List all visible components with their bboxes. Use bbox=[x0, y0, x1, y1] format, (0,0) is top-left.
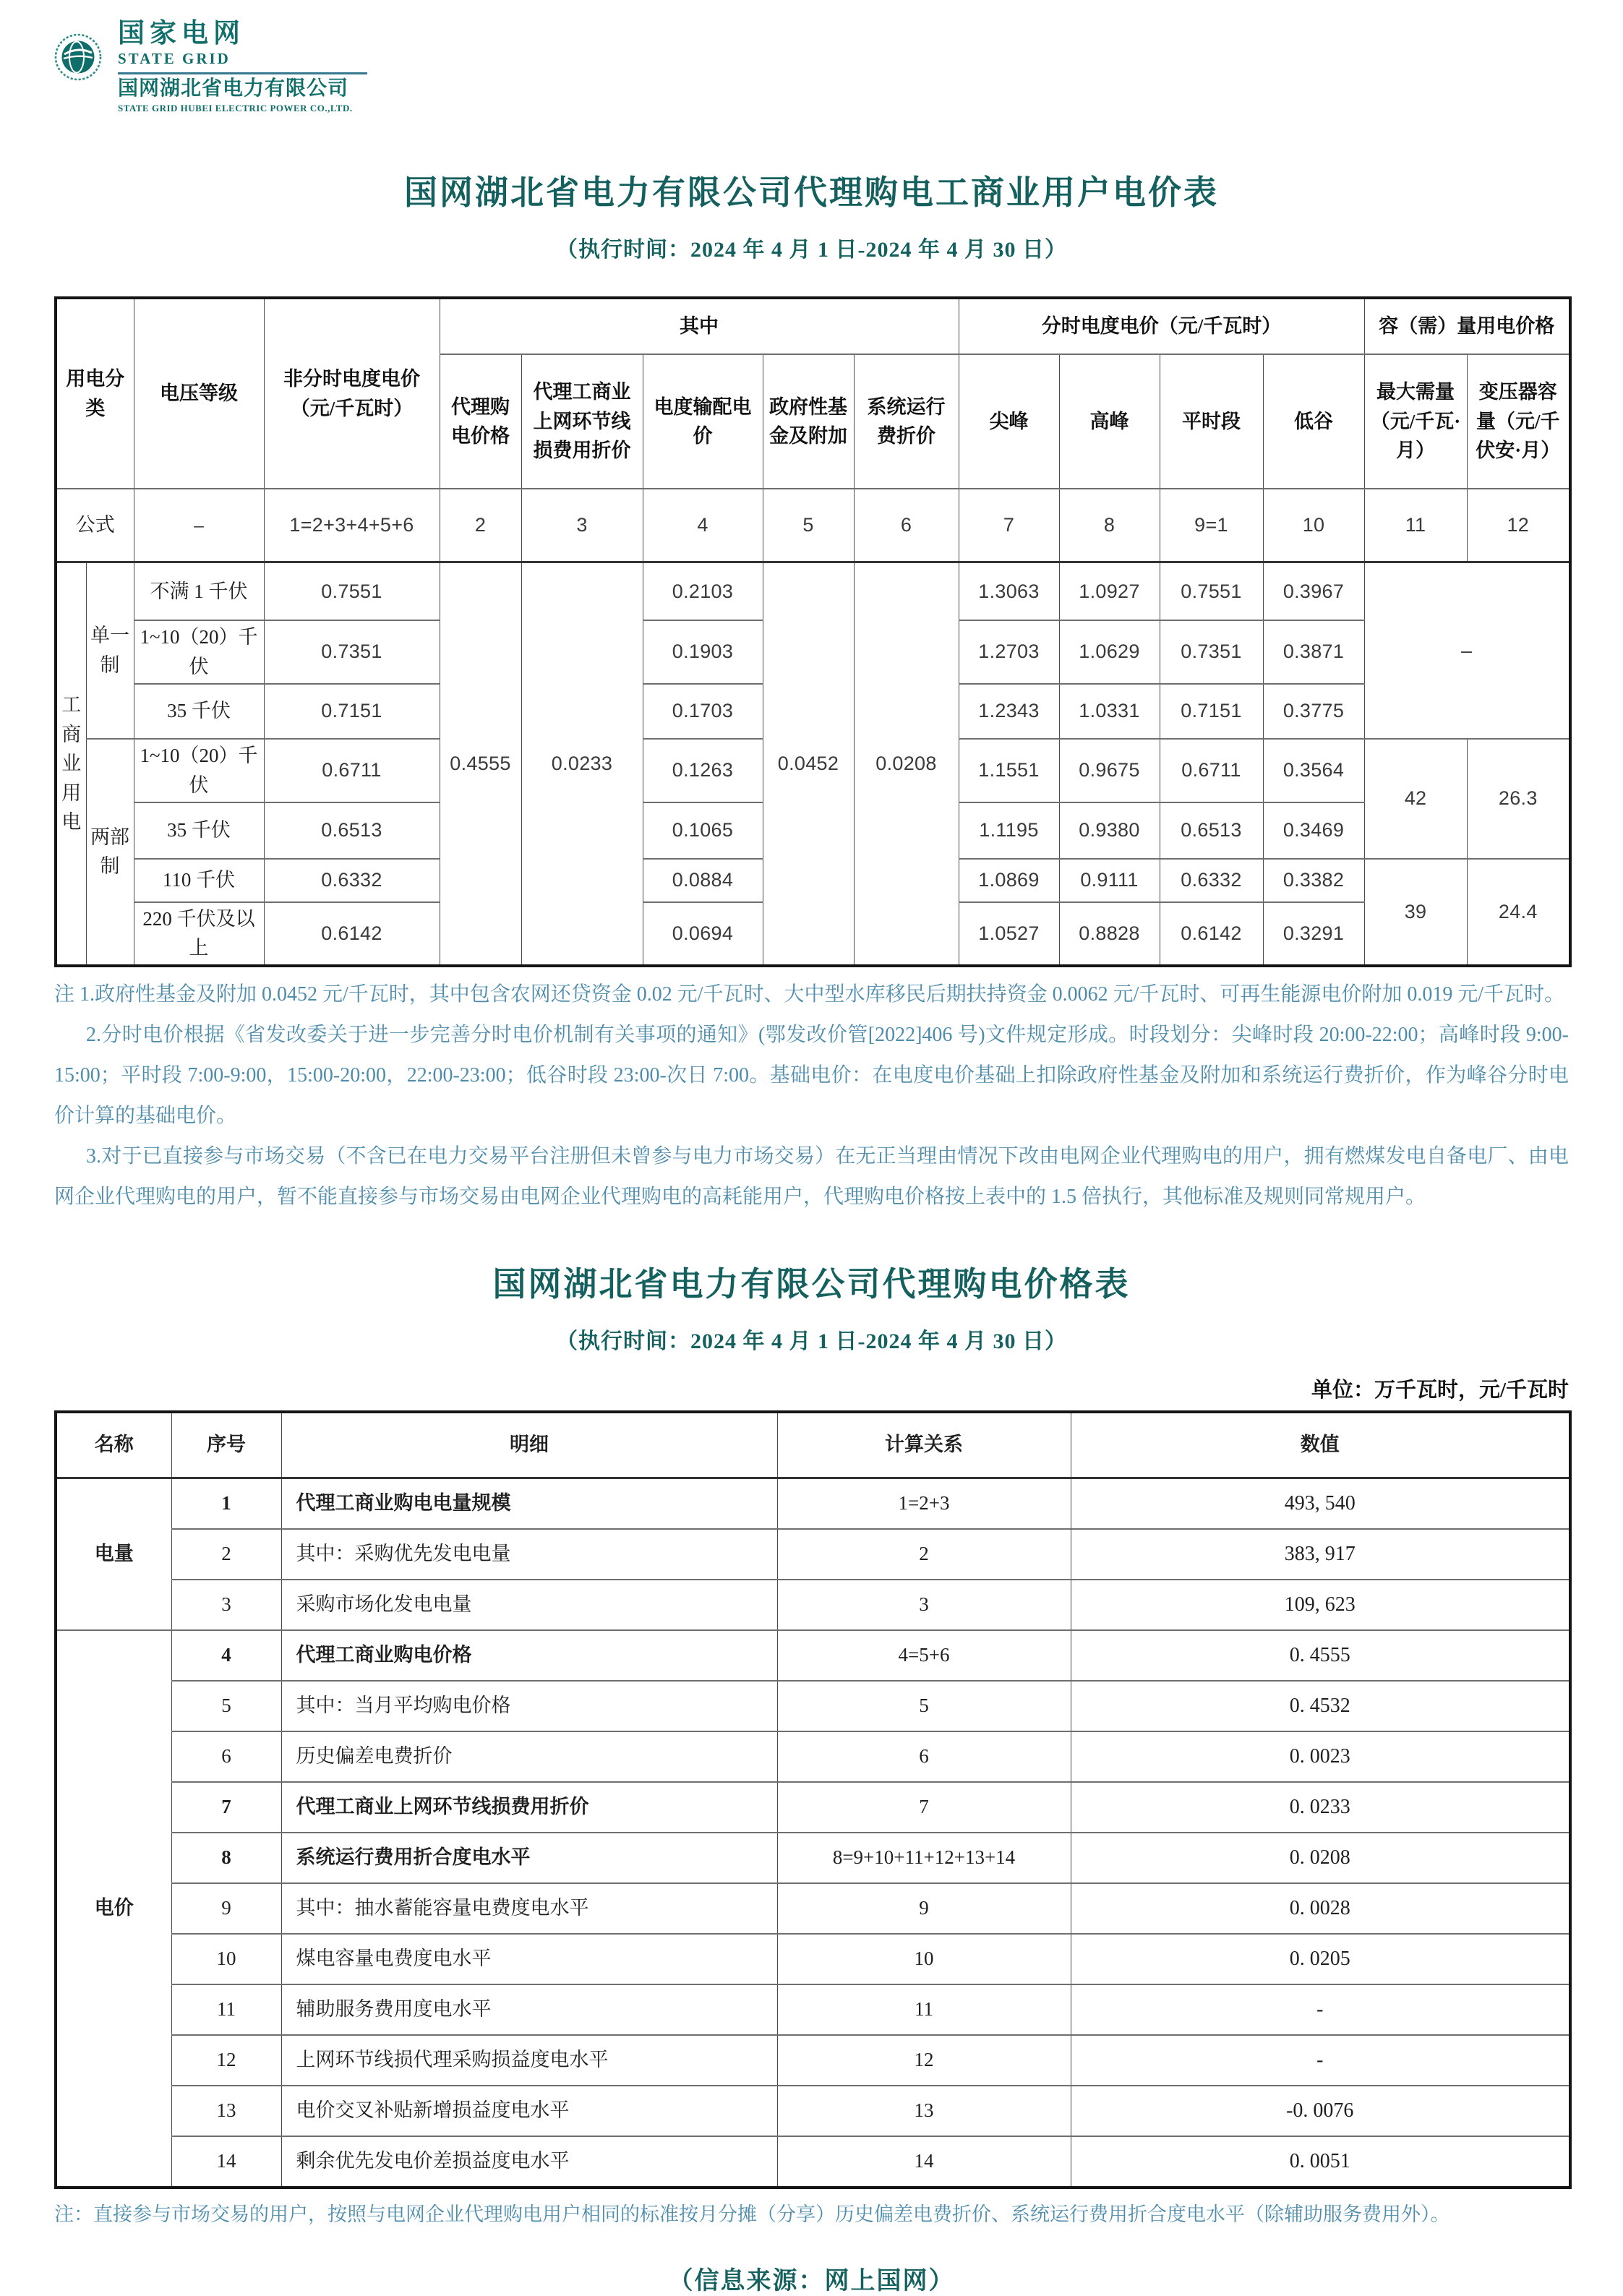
cell-valley: 0.3469 bbox=[1263, 802, 1364, 859]
formula-cell: 3 bbox=[521, 489, 643, 562]
state-grid-logo bbox=[54, 0, 1569, 129]
table-row bbox=[56, 1731, 1570, 1782]
formula-cell: 11 bbox=[1364, 489, 1467, 562]
formula-row bbox=[56, 489, 1570, 562]
cell-calc: 4=5+6 bbox=[777, 1630, 1071, 1681]
cell-peak: 0.9675 bbox=[1059, 739, 1160, 802]
cell-detail: 其中：当月平均购电价格 bbox=[281, 1681, 777, 1731]
cell-valley: 0.3291 bbox=[1263, 902, 1364, 966]
formula-cell: 8 bbox=[1059, 489, 1160, 562]
cell-calc: 14 bbox=[777, 2136, 1071, 2188]
cell-flat-price: 0.6142 bbox=[264, 902, 440, 966]
header-among: 其中 bbox=[440, 298, 959, 354]
cell-valley: 0.3564 bbox=[1263, 739, 1364, 802]
cell-sharp: 1.1195 bbox=[959, 802, 1059, 859]
cell-peak: 1.0927 bbox=[1059, 562, 1160, 620]
formula-cell: 1=2+3+4+5+6 bbox=[264, 489, 440, 562]
header-name: 名称 bbox=[56, 1412, 171, 1478]
cell-peak: 0.9111 bbox=[1059, 859, 1160, 902]
cell-valley: 0.3871 bbox=[1263, 620, 1364, 684]
group-volume: 电量 bbox=[56, 1478, 171, 1630]
cell-no: 2 bbox=[171, 1529, 281, 1580]
cell-value: 0. 4555 bbox=[1071, 1630, 1570, 1681]
cell-value: - bbox=[1071, 1984, 1570, 2035]
cell-peak: 1.0331 bbox=[1059, 684, 1160, 739]
cell-calc: 5 bbox=[777, 1681, 1071, 1731]
cell-sharp: 1.3063 bbox=[959, 562, 1059, 620]
formula-cell: 10 bbox=[1263, 489, 1364, 562]
group-price: 电价 bbox=[56, 1630, 171, 2188]
agency-purchase-price-table bbox=[54, 1410, 1572, 2189]
formula-cell: 5 bbox=[763, 489, 854, 562]
table-row bbox=[56, 1984, 1570, 2035]
logo-name-en: STATE GRID bbox=[118, 49, 231, 67]
formula-cell: 9=1 bbox=[1160, 489, 1263, 562]
cell-normal: 0.6513 bbox=[1160, 802, 1263, 859]
cell-detail: 其中：采购优先发电电量 bbox=[281, 1529, 777, 1580]
cell-calc: 1=2+3 bbox=[777, 1478, 1071, 1529]
unit-note: 单位：万千瓦时，元/千瓦时 bbox=[1311, 1378, 1569, 1402]
cell-value: 383, 917 bbox=[1071, 1529, 1570, 1580]
cell-valley: 0.3967 bbox=[1263, 562, 1364, 620]
cell-no: 11 bbox=[171, 1984, 281, 2035]
cell-no: 6 bbox=[171, 1731, 281, 1782]
cell-distribution: 0.0884 bbox=[643, 859, 763, 902]
header-voltage: 电压等级 bbox=[134, 298, 264, 489]
cell-value: 493, 540 bbox=[1071, 1478, 1570, 1529]
cell-value: 0. 0233 bbox=[1071, 1782, 1570, 1833]
cell-category: 工商业用电 bbox=[56, 562, 86, 966]
formula-label: 公式 bbox=[56, 489, 134, 562]
cell-value: 0. 0028 bbox=[1071, 1883, 1570, 1934]
logo-text-block bbox=[118, 20, 367, 114]
logo-company-cn: 国网湖北省电力有限公司 bbox=[118, 77, 349, 100]
cell-detail: 煤电容量电费度电水平 bbox=[281, 1934, 777, 1984]
cell-no: 9 bbox=[171, 1883, 281, 1934]
cell-valley: 0.3382 bbox=[1263, 859, 1364, 902]
cell-no: 10 bbox=[171, 1934, 281, 1984]
header-index: 序号 bbox=[171, 1412, 281, 1478]
cell-calc: 12 bbox=[777, 2035, 1071, 2086]
header-category: 用电分类 bbox=[56, 298, 134, 489]
cell-sharp: 1.0869 bbox=[959, 859, 1059, 902]
table-row bbox=[56, 1782, 1570, 1833]
info-source: （信息来源：网上国网） bbox=[668, 2267, 955, 2295]
cell-voltage: 220 千伏及以上 bbox=[134, 902, 264, 966]
cell-detail: 辅助服务费用度电水平 bbox=[281, 1984, 777, 2035]
cell-detail: 上网环节线损代理采购损益度电水平 bbox=[281, 2035, 777, 2086]
cell-valley: 0.3775 bbox=[1263, 684, 1364, 739]
table-row bbox=[56, 2035, 1570, 2086]
cell-calc: 2 bbox=[777, 1529, 1071, 1580]
header-detail: 明细 bbox=[281, 1412, 777, 1478]
note-1: 注 1.政府性基金及附加 0.0452 元/千瓦时，其中包含农网还贷资金 0.02 元/千瓦时、大中型水库移民后期扶持资金 0.0062 元/千瓦时、可再生能源电价附加 0.019 元/千瓦时。 bbox=[54, 982, 1565, 1006]
table-row bbox=[56, 1529, 1570, 1580]
table-row bbox=[56, 2086, 1570, 2136]
cell-value: 0. 4532 bbox=[1071, 1681, 1570, 1731]
cell-value: - bbox=[1071, 2035, 1570, 2086]
formula-cell: 12 bbox=[1467, 489, 1570, 562]
cell-detail: 系统运行费用折合度电水平 bbox=[281, 1833, 777, 1883]
header-tou-price: 分时电度电价（元/千瓦时） bbox=[959, 298, 1364, 354]
cell-normal: 0.6142 bbox=[1160, 902, 1263, 966]
cell-voltage: 35 千伏 bbox=[134, 802, 264, 859]
header-max-demand: 最大需量（元/千瓦·月） bbox=[1364, 354, 1467, 489]
cell-no: 3 bbox=[171, 1580, 281, 1630]
header-distribution-price: 电度输配电价 bbox=[643, 354, 763, 489]
cell-sharp: 1.0527 bbox=[959, 902, 1059, 966]
table-row bbox=[56, 1883, 1570, 1934]
cell-sharp: 1.2343 bbox=[959, 684, 1059, 739]
logo-divider bbox=[118, 72, 367, 74]
header-normal-period: 平时段 bbox=[1160, 354, 1263, 489]
cell-peak: 0.8828 bbox=[1059, 902, 1160, 966]
cell-system-fee: 0.0208 bbox=[854, 562, 959, 966]
header-capacity-price: 容（需）量用电价格 bbox=[1364, 298, 1570, 354]
cell-calc: 6 bbox=[777, 1731, 1071, 1782]
table-row bbox=[56, 1630, 1570, 1681]
cell-calc: 3 bbox=[777, 1580, 1071, 1630]
cell-no: 8 bbox=[171, 1833, 281, 1883]
formula-cell: – bbox=[134, 489, 264, 562]
cell-detail: 代理工商业购电电量规模 bbox=[281, 1478, 777, 1529]
table2-title: 国网湖北省电力有限公司代理购电价格表 bbox=[492, 1265, 1131, 1303]
table-row bbox=[56, 1833, 1570, 1883]
cell-detail: 其中：抽水蓄能容量电费度电水平 bbox=[281, 1883, 777, 1934]
cell-distribution: 0.2103 bbox=[643, 562, 763, 620]
formula-cell: 7 bbox=[959, 489, 1059, 562]
cell-detail: 历史偏差电费折价 bbox=[281, 1731, 777, 1782]
table2-period: （执行时间：2024 年 4 月 1 日-2024 年 4 月 30 日） bbox=[556, 1329, 1067, 1353]
cell-voltage: 不满 1 千伏 bbox=[134, 562, 264, 620]
cell-calc: 9 bbox=[777, 1883, 1071, 1934]
header-valley: 低谷 bbox=[1263, 354, 1364, 489]
table-row bbox=[56, 1580, 1570, 1630]
state-grid-emblem-icon bbox=[54, 33, 102, 85]
cell-two-part-system: 两部制 bbox=[86, 739, 134, 966]
cell-distribution: 0.0694 bbox=[643, 902, 763, 966]
cell-transformer-capacity: 24.4 bbox=[1467, 859, 1570, 966]
table-row bbox=[56, 562, 1570, 620]
header-agency-price: 代理购电价格 bbox=[440, 354, 521, 489]
formula-cell: 4 bbox=[643, 489, 763, 562]
cell-no: 12 bbox=[171, 2035, 281, 2086]
cell-normal: 0.7151 bbox=[1160, 684, 1263, 739]
table1-notes bbox=[54, 974, 1569, 1217]
cell-detail: 剩余优先发电价差损益度电水平 bbox=[281, 2136, 777, 2188]
header-flat-price: 非分时电度电价（元/千瓦时） bbox=[264, 298, 440, 489]
cell-no: 7 bbox=[171, 1782, 281, 1833]
cell-sharp: 1.1551 bbox=[959, 739, 1059, 802]
cell-value: -0. 0076 bbox=[1071, 2086, 1570, 2136]
cell-no: 4 bbox=[171, 1630, 281, 1681]
cell-sharp: 1.2703 bbox=[959, 620, 1059, 684]
cell-flat-price: 0.6711 bbox=[264, 739, 440, 802]
header-line-loss: 代理工商业上网环节线损费用折价 bbox=[521, 354, 643, 489]
note-2: 2.分时电价根据《省发改委关于进一步完善分时电价机制有关事项的通知》(鄂发改价管[2022]406 号)文件规定形成。时段划分：尖峰时段 20:00-22:00；高峰时段 9:00-15:00；平时段 7:00-9:00，15:00-20:00，22:00-23:00；低谷时段 23:00-次日 7:00。基础电价：在电度电价基础上扣除政府性基金及附加和系统运行费折价，作为峰谷分时电价计算的基础电价。 bbox=[54, 1023, 1569, 1127]
cell-flat-price: 0.7551 bbox=[264, 562, 440, 620]
logo-company-en: STATE GRID HUBEI ELECTRIC POWER CO.,LTD. bbox=[118, 102, 353, 113]
cell-no: 13 bbox=[171, 2086, 281, 2136]
header-peak: 高峰 bbox=[1059, 354, 1160, 489]
header-sharp-peak: 尖峰 bbox=[959, 354, 1059, 489]
cell-value: 109, 623 bbox=[1071, 1580, 1570, 1630]
cell-no: 14 bbox=[171, 2136, 281, 2188]
cell-transformer-capacity: 26.3 bbox=[1467, 739, 1570, 859]
cell-max-demand: 39 bbox=[1364, 859, 1467, 966]
table-row bbox=[56, 1478, 1570, 1529]
cell-value: 0. 0023 bbox=[1071, 1731, 1570, 1782]
header-transformer-capacity: 变压器容量（元/千伏安·月） bbox=[1467, 354, 1570, 489]
table1-period: （执行时间：2024 年 4 月 1 日-2024 年 4 月 30 日） bbox=[556, 238, 1067, 262]
cell-normal: 0.6332 bbox=[1160, 859, 1263, 902]
cell-value: 0. 0205 bbox=[1071, 1934, 1570, 1984]
formula-cell: 2 bbox=[440, 489, 521, 562]
header-calc-relation: 计算关系 bbox=[777, 1412, 1071, 1478]
table-row bbox=[56, 1681, 1570, 1731]
cell-single-system: 单一制 bbox=[86, 562, 134, 739]
header-value: 数值 bbox=[1071, 1412, 1570, 1478]
logo-name-cn: 国家电网 bbox=[118, 19, 245, 48]
cell-voltage: 110 千伏 bbox=[134, 859, 264, 902]
table1-title: 国网湖北省电力有限公司代理购电工商业用户电价表 bbox=[404, 174, 1219, 211]
cell-calc: 8=9+10+11+12+13+14 bbox=[777, 1833, 1071, 1883]
cell-distribution: 0.1065 bbox=[643, 802, 763, 859]
cell-calc: 7 bbox=[777, 1782, 1071, 1833]
cell-value: 0. 0208 bbox=[1071, 1833, 1570, 1883]
cell-gov-fund: 0.0452 bbox=[763, 562, 854, 966]
cell-no: 5 bbox=[171, 1681, 281, 1731]
cell-distribution: 0.1903 bbox=[643, 620, 763, 684]
cell-detail: 电价交叉补贴新增损益度电水平 bbox=[281, 2086, 777, 2136]
table-row bbox=[56, 2136, 1570, 2188]
cell-normal: 0.7551 bbox=[1160, 562, 1263, 620]
cell-distribution: 0.1263 bbox=[643, 739, 763, 802]
table-row bbox=[56, 1934, 1570, 1984]
commercial-user-price-table bbox=[54, 296, 1572, 967]
cell-detail: 采购市场化发电电量 bbox=[281, 1580, 777, 1630]
cell-normal: 0.6711 bbox=[1160, 739, 1263, 802]
cell-detail: 代理工商业购电价格 bbox=[281, 1630, 777, 1681]
cell-capacity-dash: – bbox=[1364, 562, 1570, 739]
cell-flat-price: 0.6332 bbox=[264, 859, 440, 902]
cell-voltage: 35 千伏 bbox=[134, 684, 264, 739]
note-3: 3.对于已直接参与市场交易（不含已在电力交易平台注册但未曾参与电力市场交易）在无正当理由情况下改由电网企业代理购电的用户，拥有燃煤发电自备电厂、由电网企业代理购电的用户，暂不能直接参与市场交易由电网企业代理购电的高耗能用户，代理购电价格按上表中的 1.5 倍执行，其他标准及规则同常规用户。 bbox=[54, 1144, 1569, 1208]
cell-voltage: 1~10（20）千伏 bbox=[134, 739, 264, 802]
table2-footnote: 注：直接参与市场交易的用户，按照与电网企业代理购电用户相同的标准按月分摊（分享）历史偏差电费折价、系统运行费用折合度电水平（除辅助服务费用外）。 bbox=[54, 2203, 1450, 2225]
formula-cell: 6 bbox=[854, 489, 959, 562]
cell-line-loss: 0.0233 bbox=[521, 562, 643, 966]
cell-voltage: 1~10（20）千伏 bbox=[134, 620, 264, 684]
header-gov-fund: 政府性基金及附加 bbox=[763, 354, 854, 489]
cell-calc: 13 bbox=[777, 2086, 1071, 2136]
cell-calc: 10 bbox=[777, 1934, 1071, 1984]
cell-distribution: 0.1703 bbox=[643, 684, 763, 739]
cell-agency-price: 0.4555 bbox=[440, 562, 521, 966]
cell-no: 1 bbox=[171, 1478, 281, 1529]
cell-calc: 11 bbox=[777, 1984, 1071, 2035]
cell-value: 0. 0051 bbox=[1071, 2136, 1570, 2188]
cell-peak: 0.9380 bbox=[1059, 802, 1160, 859]
header-system-fee: 系统运行费折价 bbox=[854, 354, 959, 489]
cell-flat-price: 0.6513 bbox=[264, 802, 440, 859]
cell-detail: 代理工商业上网环节线损费用折价 bbox=[281, 1782, 777, 1833]
cell-flat-price: 0.7351 bbox=[264, 620, 440, 684]
cell-flat-price: 0.7151 bbox=[264, 684, 440, 739]
cell-max-demand: 42 bbox=[1364, 739, 1467, 859]
cell-peak: 1.0629 bbox=[1059, 620, 1160, 684]
cell-normal: 0.7351 bbox=[1160, 620, 1263, 684]
